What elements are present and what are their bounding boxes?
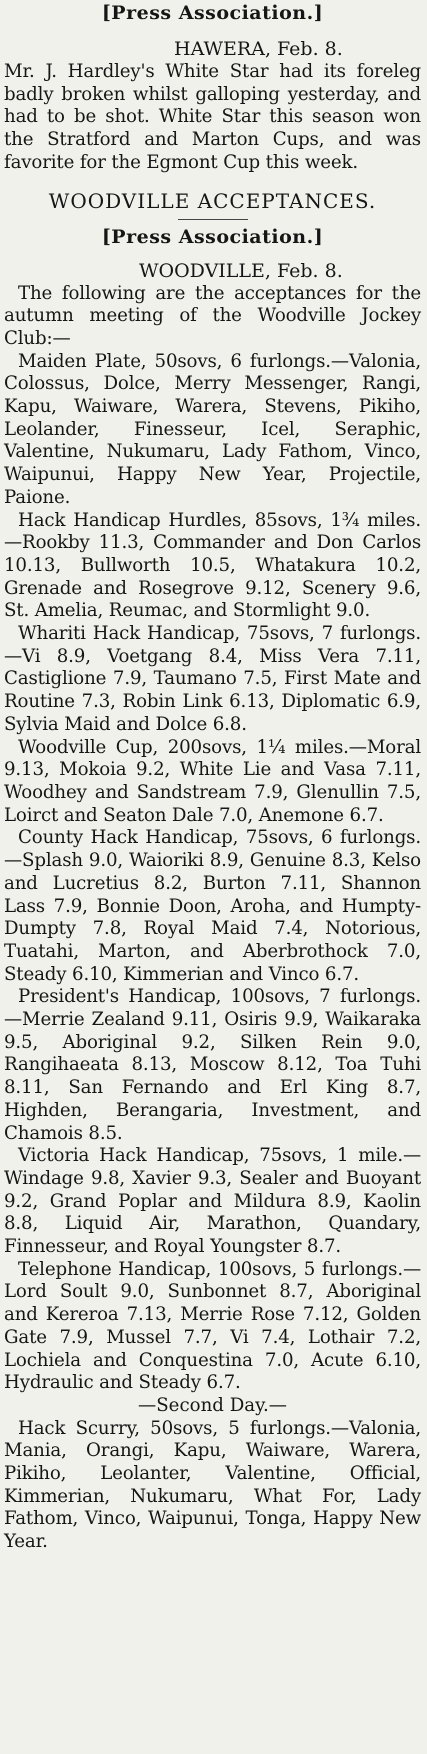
race-entry: President's Handicap, 100sovs, 7 furlongs.—Merrie Zealand 9.11, Osiris 9.9, Waikaraka 9.5, Aboriginal 9.2, Silken Rein 9.0, Rangihaeata 8.13, Moscow 8.12, Toa Tuhi 8.11, San Fernando and Erl King 8.7, Highden, Berangaria, Investment, and Chamois 8.5.	[4, 986, 421, 1144]
race-entry: Hack Scurry, 50sovs, 5 furlongs.—Valonia, Mania, Orangi, Kapu, Waiware, Warera, Pikiho, Leolanter, Valentine, Official, Kimmerian, Nukumaru, What For, Lady Fathom, Vinco, Waipunui, Tonga, Happy New Year.	[4, 1417, 421, 1553]
acceptances-intro: The following are the acceptances for the autumn meeting of the Woodville Jockey Club:—	[4, 282, 421, 349]
race-entry: Maiden Plate, 50sovs, 6 furlongs.—Valonia, Colossus, Dolce, Merry Messenger, Rangi, Kapu, Waiware, Warera, Stevens, Pikiho, Leolander, Finesseur, Icel, Seraphic, Valentine, Nukumaru, Lady Fathom, Vinco, Waipunui, Happy New Year, Projectile, Paione.	[4, 350, 421, 508]
press-association-header-1: [Press Association.]	[101, 2, 324, 24]
press-association-header-2: [Press Association.]	[101, 225, 324, 248]
race-entry: Hack Handicap Hurdles, 85sovs, 1¾ miles.—Rookby 11.3, Commander and Don Carlos 10.13, Bullworth 10.5, Whatakura 10.2, Grenade and Rosegrove 9.12, Scenery 9.6, St. Amelia, Reumac, and Stormlight 9.0.	[4, 509, 421, 622]
second-day-subheading: —Second Day.—	[138, 1394, 287, 1416]
race-entry: Woodville Cup, 200sovs, 1¼ miles.—Moral 9.13, Mokoia 9.2, White Lie and Vasa 7.11, Woodhey and Sandstream 7.9, Glenullin 7.5, Loirct and Seaton Dale 7.0, Anemone 6.7.	[4, 736, 421, 826]
race-entry: Whariti Hack Handicap, 75sovs, 7 furlongs.—Vi 8.9, Voetgang 8.4, Miss Vera 7.11, Castiglione 7.9, Taumano 7.5, First Mate and Routine 7.3, Robin Link 6.13, Diplomatic 6.9, Sylvia Maid and Dolce 6.8.	[4, 623, 421, 735]
article-hawera-body: Mr. J. Hardley's White Star had its foreleg badly broken whilst galloping yesterday, and had to be shot. White Star this season won the Stratford and Marton Cups, and was favorite for the Egmont Cup this week.	[4, 61, 421, 173]
dateline-woodville: WOODVILLE, Feb. 8.	[139, 259, 343, 282]
title-rule	[178, 219, 248, 220]
race-entry: Telephone Handicap, 100sovs, 5 furlongs.—Lord Soult 9.0, Sunbonnet 8.7, Aboriginal and Kereroa 7.13, Merrie Rose 7.12, Golden Gate 7.9, Mussel 7.7, Vi 7.4, Lothair 7.2, Lochiela and Conquestina 7.0, Acute 6.10, Hydraulic and Steady 6.7.	[4, 1258, 421, 1394]
race-entry: County Hack Handicap, 75sovs, 6 furlongs.—Splash 9.0, Waioriki 8.9, Genuine 8.3, Kelso and Lucretius 8.2, Burton 7.11, Shannon Lass 7.9, Bonnie Doon, Aroha, and Humpty-Dumpty 7.8, Royal Maid 7.4, Notorious, Tuatahi, Marton, and Aberbrothock 7.0, Steady 6.10, Kimmerian and Vinco 6.7.	[4, 827, 421, 985]
race-entry: Victoria Hack Handicap, 75sovs, 1 mile.—Windage 9.8, Xavier 9.3, Sealer and Buoyant 9.2, Grand Poplar and Mildura 8.9, Kaolin 8.8, Liquid Air, Marathon, Quandary, Finnesseur, and Royal Youngster 8.7.	[4, 1145, 421, 1258]
dateline-hawera: HAWERA, Feb. 8.	[174, 38, 343, 60]
article-title-woodville: WOODVILLE ACCEPTANCES.	[48, 188, 377, 213]
